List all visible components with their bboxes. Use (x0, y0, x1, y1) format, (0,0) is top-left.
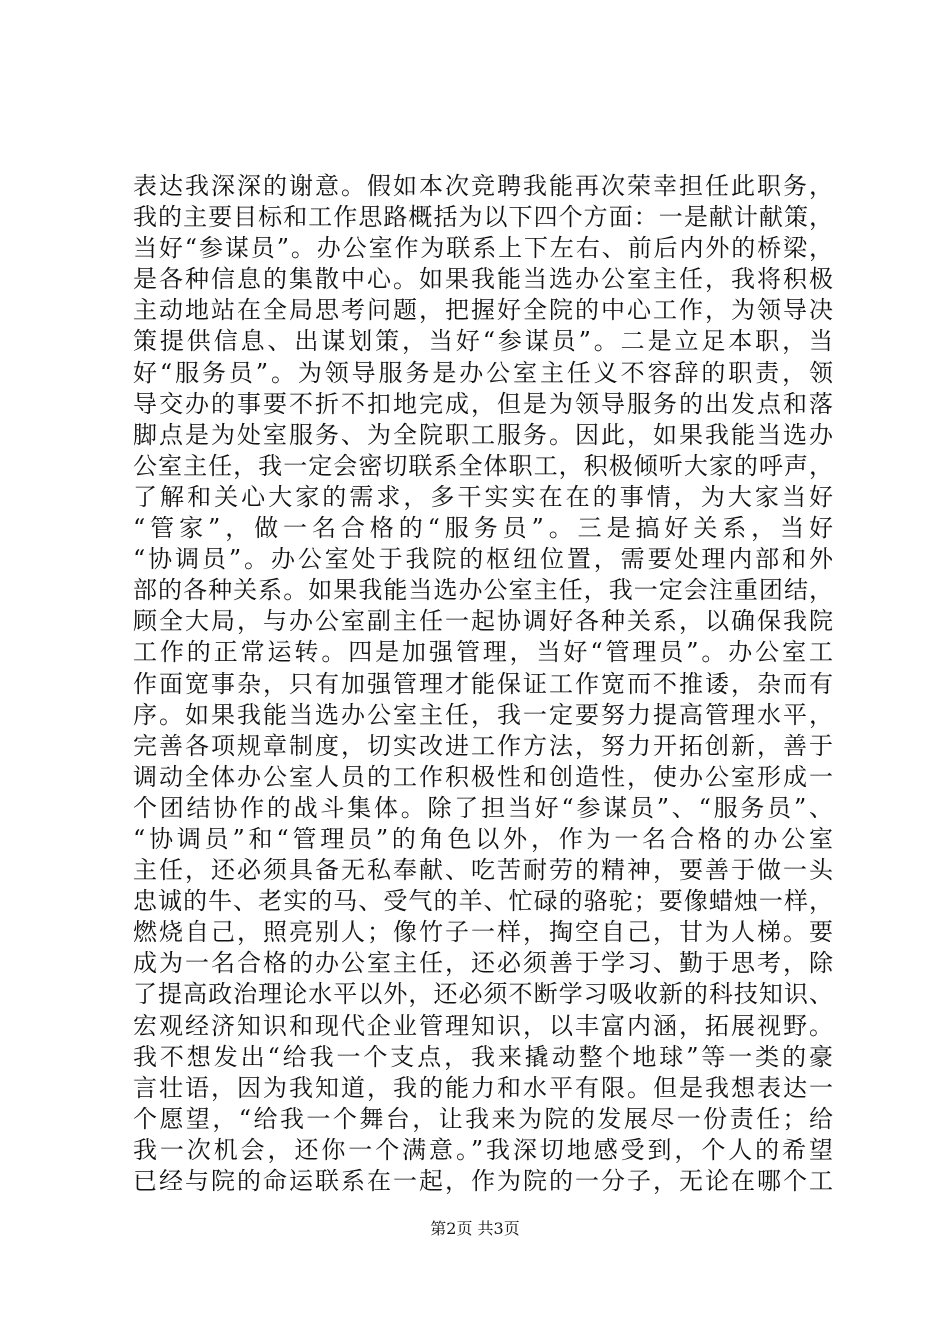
text-line: 我不想发出“给我一个支点，我来撬动整个地球”等一类的豪 (133, 1042, 833, 1071)
text-line: 表达我深深的谢意。假如本次竞聘我能再次荣幸担任此职务， (133, 172, 833, 200)
text-line: 主动地站在全局思考问题，把握好全院的中心工作，为领导决 (133, 296, 833, 325)
text-line: 部的各种关系。如果我能当选办公室主任，我一定会注重团结， (133, 576, 833, 605)
text-line: “协调员”。办公室处于我院的枢纽位置，需要处理内部和外 (133, 545, 833, 574)
text-line: 言壮语，因为我知道，我的能力和水平有限。但是我想表达一 (133, 1073, 833, 1102)
text-line: 了提高政治理论水平以外，还必须不断学习吸收新的科技知识、 (133, 980, 833, 1009)
text-line: 当好“参谋员”。办公室作为联系上下左右、前后内外的桥梁， (133, 234, 833, 263)
text-line: 个团结协作的战斗集体。除了担当好“参谋员”、“服务员”、 (133, 793, 833, 822)
text-line: 是各种信息的集散中心。如果我能当选办公室主任，我将积极 (133, 265, 833, 294)
text-line: 完善各项规章制度，切实改进工作方法，努力开拓创新，善于 (133, 731, 833, 760)
text-line: 燃烧自己，照亮别人；像竹子一样，掏空自己，甘为人梯。要 (133, 918, 833, 947)
text-line: 脚点是为处室服务、为全院职工服务。因此，如果我能当选办 (133, 420, 833, 449)
text-line: 忠诚的牛、老实的马、受气的羊、忙碌的骆驼；要像蜡烛一样， (133, 887, 833, 916)
page-footer: 第2页 共3页 (430, 1219, 520, 1238)
text-line: 宏观经济知识和现代企业管理知识，以丰富内涵，拓展视野。 (133, 1011, 833, 1040)
text-line: 工作的正常运转。四是加强管理，当好“管理员”。办公室工 (133, 638, 833, 667)
text-line: 成为一名合格的办公室主任，还必须善于学习、勤于思考，除 (133, 949, 833, 978)
text-line: 好“服务员”。为领导服务是办公室主任义不容辞的职责，领 (133, 358, 833, 387)
text-line: 作面宽事杂，只有加强管理才能保证工作宽而不推诿，杂而有 (133, 669, 833, 698)
text-line: 我的主要目标和工作思路概括为以下四个方面：一是献计献策， (133, 203, 833, 232)
text-line: 导交办的事要不折不扣地完成，但是为领导服务的出发点和落 (133, 389, 833, 418)
text-line: 了解和关心大家的需求，多干实实在在的事情，为大家当好 (133, 482, 833, 511)
text-line: “协调员”和“管理员”的角色以外，作为一名合格的办公室 (133, 824, 833, 853)
text-line: 已经与院的命运联系在一起，作为院的一分子，无论在哪个工 (133, 1167, 833, 1195)
text-line: 我一次机会，还你一个满意。”我深切地感受到，个人的希望 (133, 1135, 833, 1164)
text-line: 序。如果我能当选办公室主任，我一定要努力提高管理水平， (133, 700, 833, 729)
text-line: 个愿望，“给我一个舞台，让我来为院的发展尽一份责任；给 (133, 1104, 833, 1133)
text-line: 顾全大局，与办公室副主任一起协调好各种关系，以确保我院 (133, 607, 833, 636)
text-line: 策提供信息、出谋划策，当好“参谋员”。二是立足本职，当 (133, 327, 833, 356)
body-text (133, 171, 833, 1197)
text-line: 公室主任，我一定会密切联系全体职工，积极倾听大家的呼声， (133, 451, 833, 480)
text-line: 调动全体办公室人员的工作积极性和创造性，使办公室形成一 (133, 762, 833, 791)
text-line: 主任，还必须具备无私奉献、吃苦耐劳的精神，要善于做一头 (133, 856, 833, 885)
text-line: “管家”，做一名合格的“服务员”。三是搞好关系，当好 (133, 514, 833, 543)
